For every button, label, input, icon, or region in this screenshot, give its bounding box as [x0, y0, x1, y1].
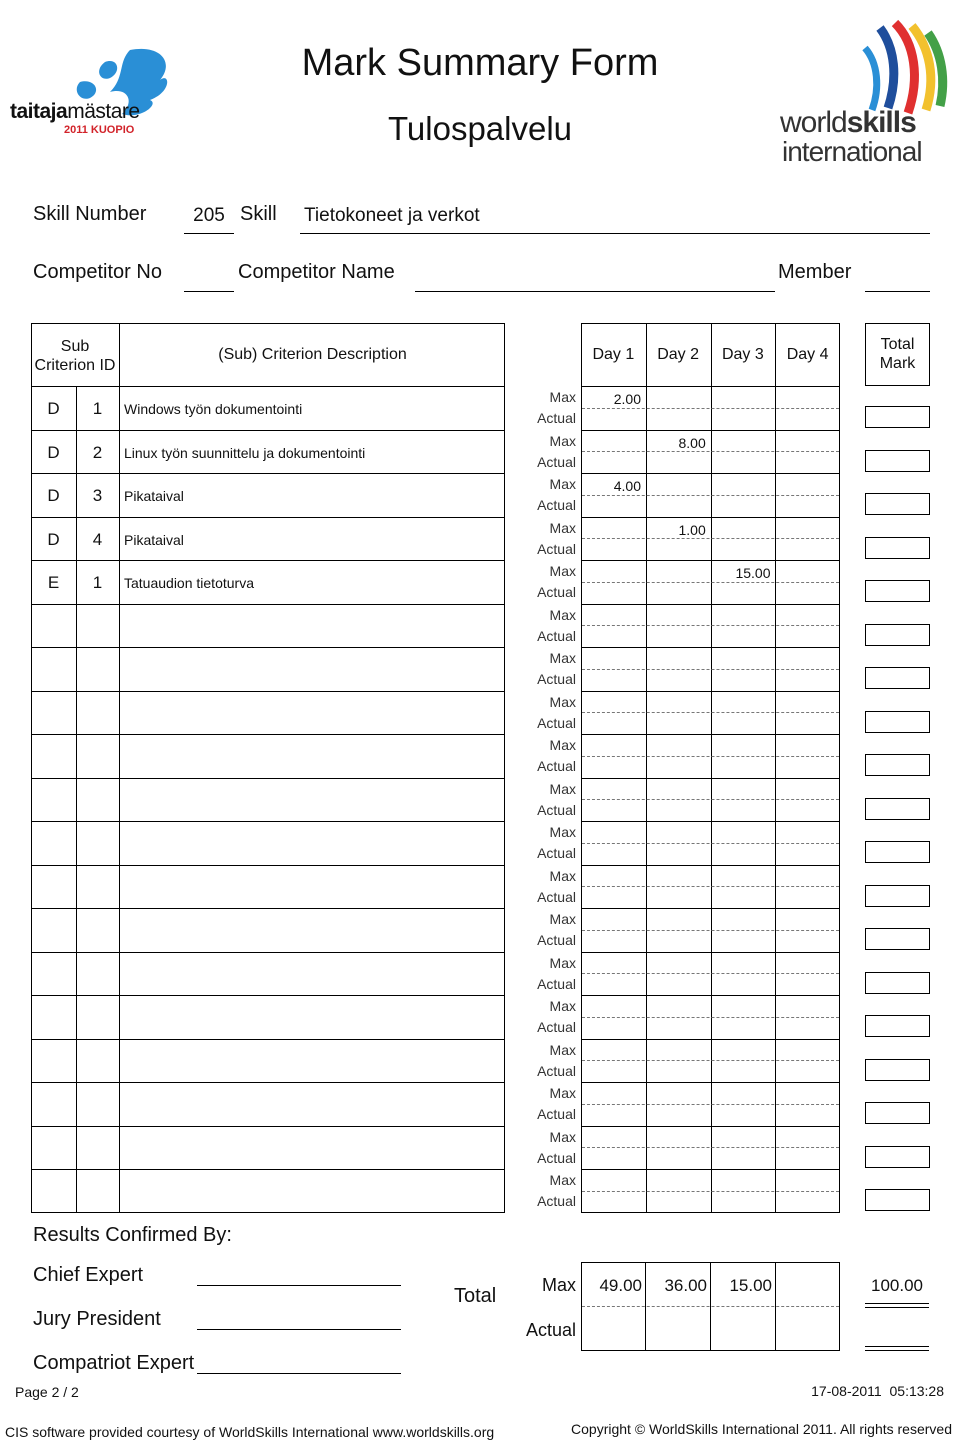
row-line: [31, 386, 505, 387]
max-value: 2.00: [613, 391, 641, 407]
total-max-day-2: 36.00: [664, 1276, 707, 1295]
courtesy-text: CIS software provided courtesy of WorldSkills International www.worldskills.org: [5, 1424, 495, 1440]
total-mark-input[interactable]: [865, 841, 930, 863]
max-label: Max: [549, 1041, 576, 1058]
actual-label: Actual: [537, 627, 576, 644]
row-line: [581, 952, 840, 953]
criterion-letter: D: [47, 399, 60, 418]
criterion-letter: D: [47, 529, 60, 549]
row-line: [581, 386, 840, 387]
col-divider: [76, 386, 77, 1213]
skill-number-label: Skill Number: [33, 203, 147, 225]
row-line: [31, 1082, 505, 1083]
total-mark-input[interactable]: [865, 1015, 930, 1037]
total-mark-input[interactable]: [865, 537, 930, 559]
total-mark-input[interactable]: [865, 1102, 930, 1124]
max-label: Max: [549, 954, 576, 971]
row-line: [31, 952, 505, 953]
max-label: Max: [549, 737, 576, 753]
row-line: [31, 778, 505, 779]
actual-label: Actual: [537, 888, 576, 905]
max-label: Max: [549, 911, 576, 927]
row-line: [581, 865, 840, 866]
skill-number-field[interactable]: 205: [184, 204, 234, 234]
competitor-no-field[interactable]: [184, 262, 234, 292]
max-label: Max: [549, 476, 576, 492]
row-line: [31, 517, 505, 518]
logo-text-international: international: [782, 136, 922, 167]
row-line: [31, 647, 505, 648]
criterion-number: 2: [92, 442, 103, 462]
total-max-day-3: 15.00: [729, 1276, 772, 1295]
jury-president-signature[interactable]: [197, 1314, 401, 1330]
row-line: [581, 473, 840, 474]
logo-text-kuopio: 2011 KUOPIO: [64, 124, 135, 136]
row-line: [581, 1082, 840, 1083]
results-confirmed-label: Results Confirmed By:: [33, 1224, 232, 1246]
total-mark-header: Total Mark: [879, 336, 916, 372]
actual-label: Actual: [537, 584, 576, 600]
row-line: [581, 1169, 840, 1170]
col-divider: [119, 323, 120, 1213]
logo-text-taitaja: taitaja: [10, 100, 68, 123]
max-label: Max: [549, 1172, 576, 1188]
max-label: Max: [549, 650, 576, 666]
total-mark-input[interactable]: [865, 928, 930, 950]
total-mark-input[interactable]: [865, 1059, 930, 1081]
day-header-1: Day 1: [592, 346, 635, 363]
actual-label: Actual: [537, 540, 576, 557]
row-line: [581, 517, 840, 518]
row-line: [31, 1126, 505, 1127]
criterion-letter: E: [47, 573, 60, 592]
row-line: [31, 908, 505, 909]
actual-label: Actual: [537, 975, 576, 992]
row-line: [31, 473, 505, 474]
criterion-description: Linux työn suunnittelu ja dokumentointi: [124, 444, 366, 461]
day-divider: [711, 323, 712, 1213]
row-dash: [582, 408, 839, 409]
actual-label: Actual: [537, 1019, 576, 1035]
actual-label: Actual: [537, 497, 576, 513]
day-header-3: Day 3: [721, 346, 764, 363]
total-max-day-1: 49.00: [599, 1276, 642, 1295]
page-subtitle: Tulospalvelu: [387, 110, 573, 147]
row-dash: [582, 625, 839, 626]
competitor-name-field[interactable]: [415, 262, 775, 292]
max-label: Max: [549, 867, 576, 884]
row-line: [581, 995, 840, 996]
day-divider: [775, 323, 776, 1213]
max-value: 1.00: [678, 521, 706, 538]
grand-total-label: Total: [454, 1285, 497, 1307]
total-mark-input[interactable]: [865, 754, 930, 776]
row-line: [31, 560, 505, 561]
competitor-name-label: Competitor Name: [238, 261, 395, 283]
total-mark-input[interactable]: [865, 624, 930, 646]
logo-text-world: world: [780, 106, 847, 139]
max-value: 8.00: [678, 434, 706, 451]
row-line: [31, 691, 505, 692]
row-dash: [582, 930, 839, 931]
row-dash: [582, 451, 839, 452]
logo-text-skills: skills: [846, 106, 916, 139]
total-mark-input[interactable]: [865, 1189, 930, 1211]
row-dash: [582, 1191, 839, 1192]
chief-expert-label: Chief Expert: [33, 1264, 144, 1286]
timestamp: 17-08-2011 05:13:28: [811, 1383, 944, 1399]
row-dash: [582, 756, 839, 757]
actual-label: Actual: [537, 758, 576, 774]
row-line: [581, 1039, 840, 1040]
actual-label: Actual: [537, 410, 576, 426]
total-mark-input[interactable]: [865, 885, 930, 907]
max-value: 4.00: [613, 478, 641, 494]
total-mark-input[interactable]: [865, 406, 930, 428]
max-label: Max: [549, 606, 576, 623]
actual-label: Actual: [537, 932, 576, 948]
total-mark-input[interactable]: [865, 667, 930, 689]
max-label: Max: [549, 824, 576, 840]
description-header: (Sub) Criterion Description: [218, 346, 407, 363]
actual-label: Actual: [537, 453, 576, 470]
max-label: Max: [549, 389, 576, 405]
chief-expert-signature[interactable]: [197, 1270, 401, 1286]
actual-label: Actual: [537, 801, 576, 818]
row-line: [581, 560, 840, 561]
member-field[interactable]: [865, 262, 930, 292]
max-label: Max: [549, 432, 576, 449]
row-line: [31, 995, 505, 996]
actual-label: Actual: [537, 1106, 576, 1122]
competitor-no-label: Competitor No: [33, 261, 162, 283]
max-label: Max: [549, 1128, 576, 1145]
compatriot-expert-signature[interactable]: [197, 1358, 401, 1374]
criterion-letter: D: [47, 442, 60, 462]
row-dash: [582, 712, 839, 713]
row-line: [581, 430, 840, 431]
row-line: [31, 734, 505, 735]
row-line: [31, 604, 505, 605]
row-dash: [582, 886, 839, 887]
logo-text-mastare: mästare: [67, 100, 140, 123]
row-dash: [582, 973, 839, 974]
total-mark-input[interactable]: [865, 711, 930, 733]
row-line: [581, 1126, 840, 1127]
max-label: Max: [549, 998, 576, 1014]
criterion-description: Pikataival: [124, 488, 184, 504]
actual-label: Actual: [537, 714, 576, 731]
row-dash: [582, 495, 839, 496]
total-mark-input[interactable]: [865, 450, 930, 472]
max-value: 15.00: [735, 565, 771, 581]
day-header-4: Day 4: [786, 346, 829, 363]
criterion-description: Pikataival: [124, 531, 184, 548]
row-dash: [582, 1017, 839, 1018]
criterion-number: 3: [92, 486, 103, 505]
criterion-number: 1: [92, 399, 103, 418]
copyright-text: Copyright © WorldSkills International 2011. All rights reserved: [571, 1421, 952, 1437]
compatriot-expert-label: Compatriot Expert: [33, 1352, 195, 1374]
actual-label: Actual: [537, 1062, 576, 1079]
row-dash: [582, 843, 839, 844]
row-line: [31, 865, 505, 866]
row-line: [581, 734, 840, 735]
skill-label: Skill: [240, 203, 277, 225]
max-label: Max: [549, 780, 576, 797]
page-title: Mark Summary Form: [301, 42, 659, 84]
row-dash: [582, 1147, 839, 1148]
actual-label: Actual: [537, 671, 576, 687]
row-dash: [582, 582, 839, 583]
skill-name-field[interactable]: Tietokoneet ja verkot: [300, 204, 930, 234]
row-line: [581, 604, 840, 605]
criterion-number: 4: [92, 529, 103, 549]
total-mark-input[interactable]: [865, 1146, 930, 1168]
member-label: Member: [778, 261, 852, 283]
row-line: [581, 778, 840, 779]
day-divider: [646, 323, 647, 1213]
row-line: [31, 430, 505, 431]
jury-president-label: Jury President: [33, 1308, 161, 1330]
total-mark-input[interactable]: [865, 798, 930, 820]
grand-total-max: 100.00: [871, 1276, 923, 1295]
row-line: [581, 908, 840, 909]
criterion-number: 1: [92, 573, 103, 592]
totals-max-label: Max: [541, 1275, 576, 1295]
max-label: Max: [549, 693, 576, 710]
row-line: [31, 821, 505, 822]
criterion-letter: D: [47, 486, 60, 505]
row-line: [581, 647, 840, 648]
actual-label: Actual: [537, 1149, 576, 1166]
row-dash: [582, 1104, 839, 1105]
day-header-2: Day 2: [657, 346, 700, 363]
criterion-description: Windows työn dokumentointi: [124, 401, 303, 417]
max-label: Max: [549, 519, 576, 536]
total-mark-input[interactable]: [865, 580, 930, 602]
row-line: [31, 1039, 505, 1040]
row-line: [581, 821, 840, 822]
total-mark-input[interactable]: [865, 972, 930, 994]
page-number: Page 2 / 2: [15, 1384, 79, 1400]
row-line: [581, 691, 840, 692]
row-dash: [582, 669, 839, 670]
max-label: Max: [549, 563, 576, 579]
actual-label: Actual: [537, 1193, 576, 1209]
sub-criterion-header: Sub Criterion ID: [34, 338, 116, 374]
total-mark-input[interactable]: [865, 493, 930, 515]
totals-actual-label: Actual: [525, 1320, 576, 1340]
actual-label: Actual: [537, 845, 576, 861]
row-dash: [582, 1060, 839, 1061]
criterion-description: Tatuaudion tietoturva: [124, 575, 254, 591]
max-label: Max: [549, 1085, 576, 1101]
row-dash: [582, 538, 839, 539]
row-dash: [582, 799, 839, 800]
row-line: [31, 1169, 505, 1170]
